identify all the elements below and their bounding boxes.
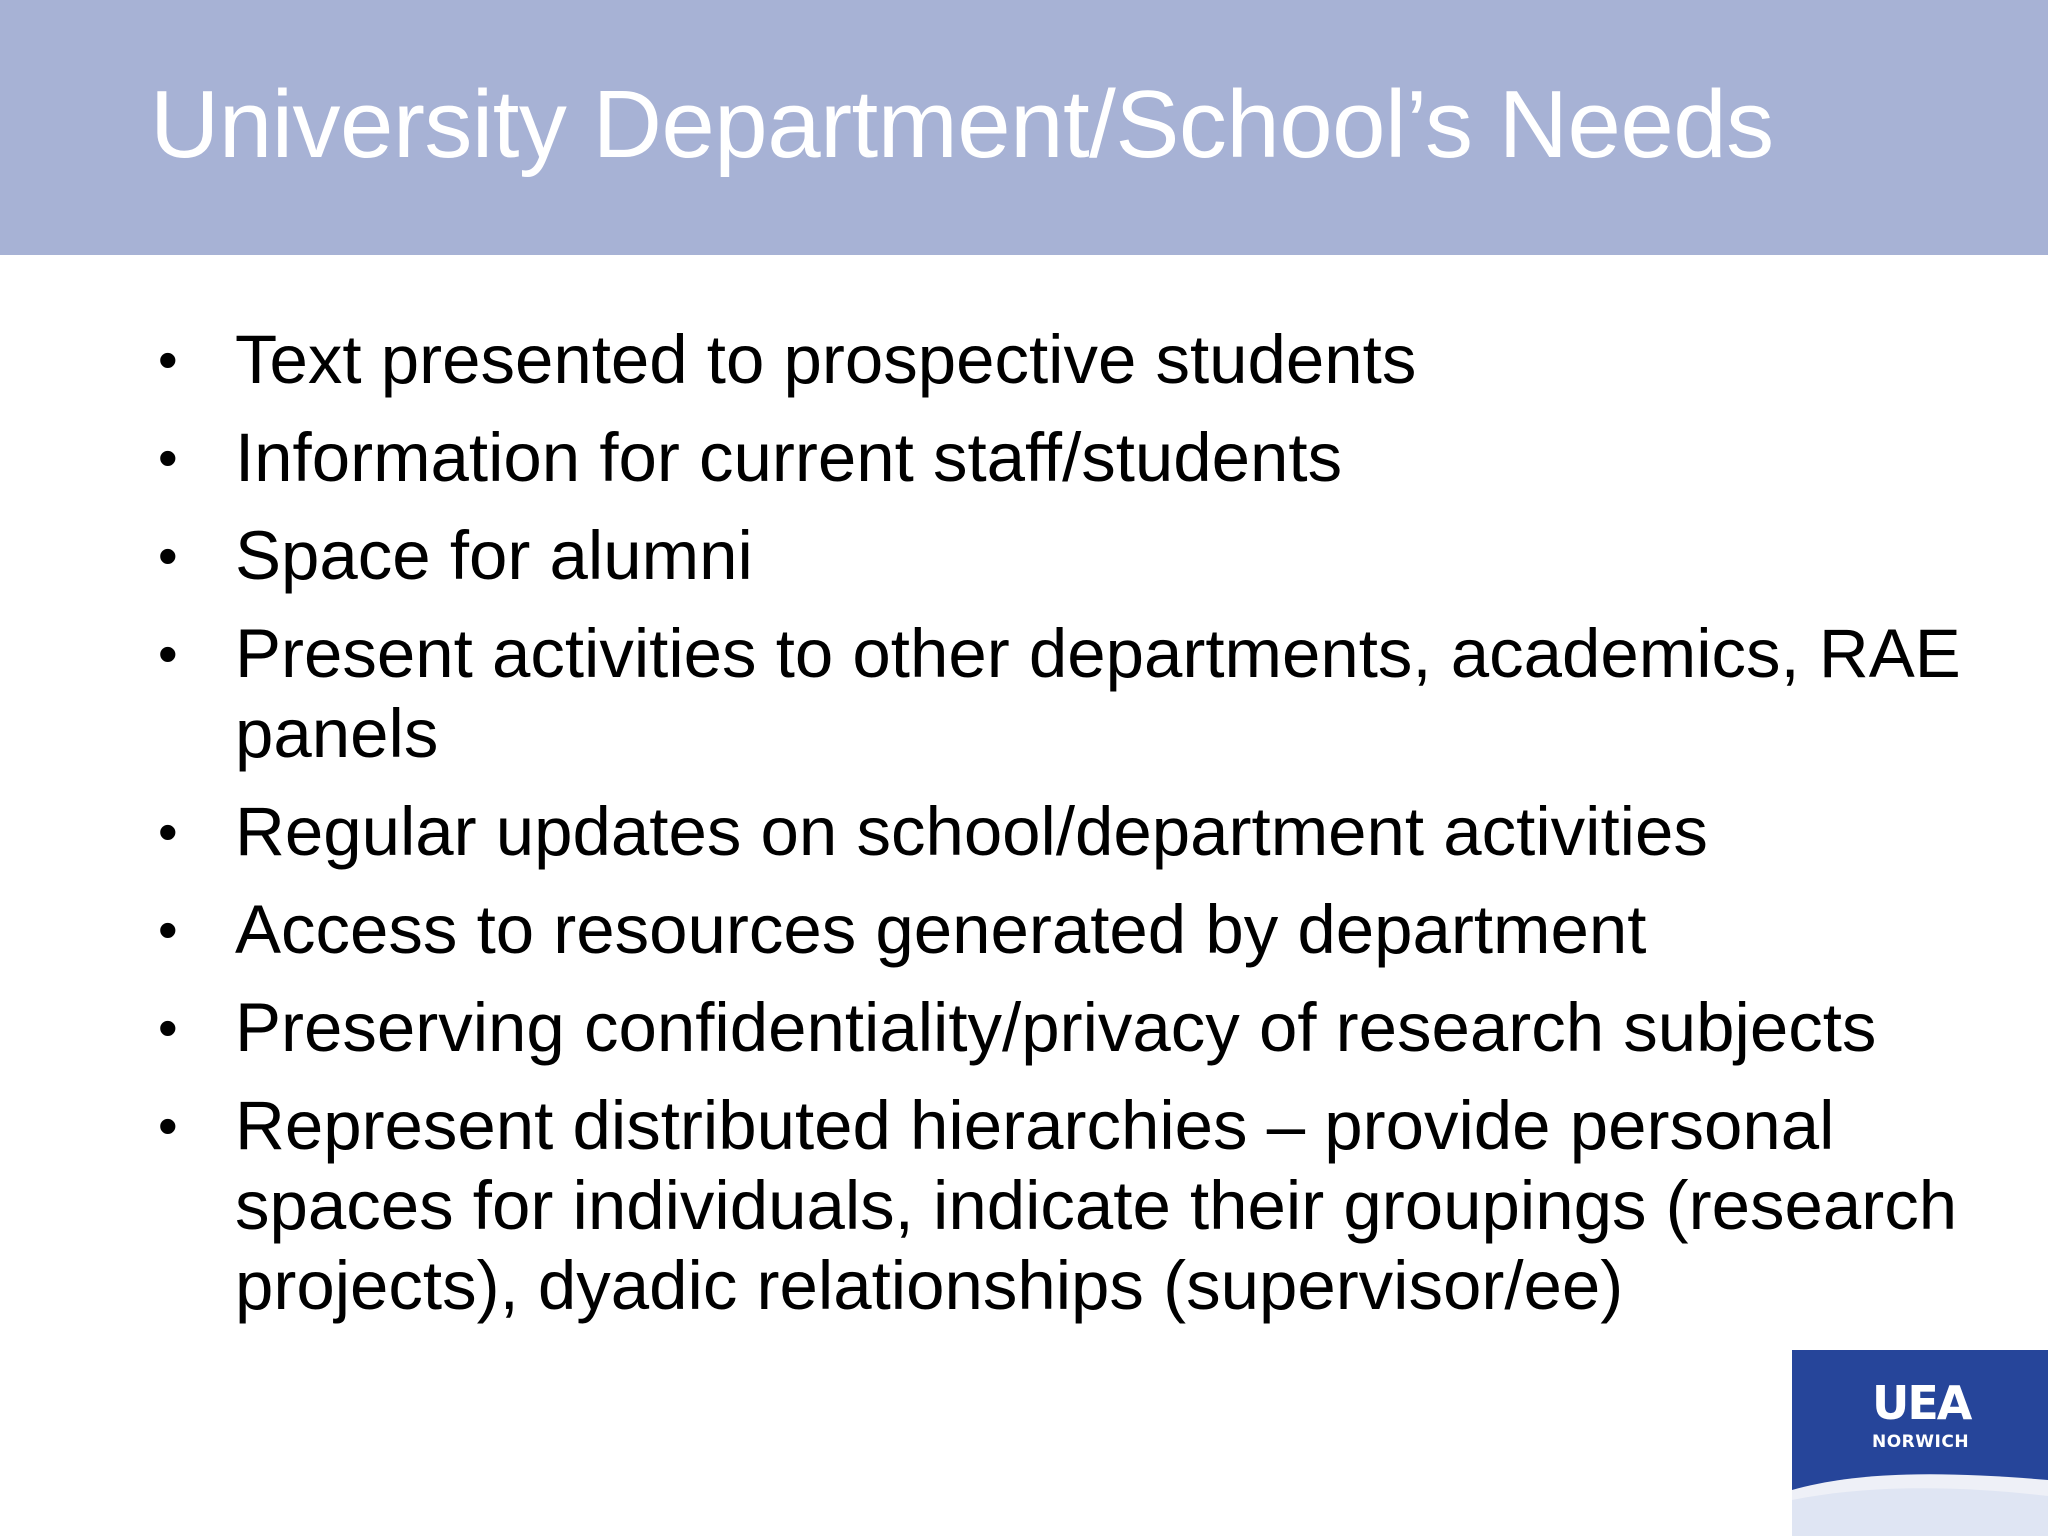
bullet-text: Information for current staff/students xyxy=(235,419,1343,496)
bullet-text: Access to resources generated by department xyxy=(235,891,1647,968)
bullet-item xyxy=(0,516,2048,596)
bullet-item xyxy=(0,890,2048,970)
bullet-item xyxy=(0,418,2048,498)
bullet-text: Space for alumni xyxy=(235,517,753,594)
bullet-icon: • xyxy=(158,524,178,587)
bullet-item xyxy=(0,614,2048,774)
logo-mark: UEA xyxy=(1872,1376,1971,1430)
bullet-list xyxy=(0,320,2048,1344)
bullet-icon: • xyxy=(158,996,178,1059)
bullet-text: Preserving confidentiality/privacy of research subjects xyxy=(235,989,1877,1066)
bullet-item xyxy=(0,320,2048,400)
logo-text: NORWICH xyxy=(1872,1432,1970,1452)
bullet-icon: • xyxy=(158,1094,178,1157)
bullet-icon: • xyxy=(158,328,178,391)
bullet-text: Text presented to prospective students xyxy=(235,321,1417,398)
uea-logo-icon xyxy=(1792,1350,2048,1536)
title-bar xyxy=(0,0,2048,255)
bullet-text: Regular updates on school/department activities xyxy=(235,793,1708,870)
bullet-icon: • xyxy=(158,622,178,685)
bullet-text: Present activities to other departments, academics, RAE panels xyxy=(235,615,1961,772)
slide-title: University Department/School’s Needs xyxy=(150,71,1774,178)
bullet-text: Represent distributed hierarchies – provide personal spaces for individuals, indicate their groupings (research projects), dyadic relationships (supervisor/ee) xyxy=(235,1087,1958,1324)
bullet-item xyxy=(0,792,2048,872)
bullet-icon: • xyxy=(158,800,178,863)
bullet-item xyxy=(0,1086,2048,1326)
bullet-icon: • xyxy=(158,898,178,961)
bullet-item xyxy=(0,988,2048,1068)
bullet-icon: • xyxy=(158,426,178,489)
